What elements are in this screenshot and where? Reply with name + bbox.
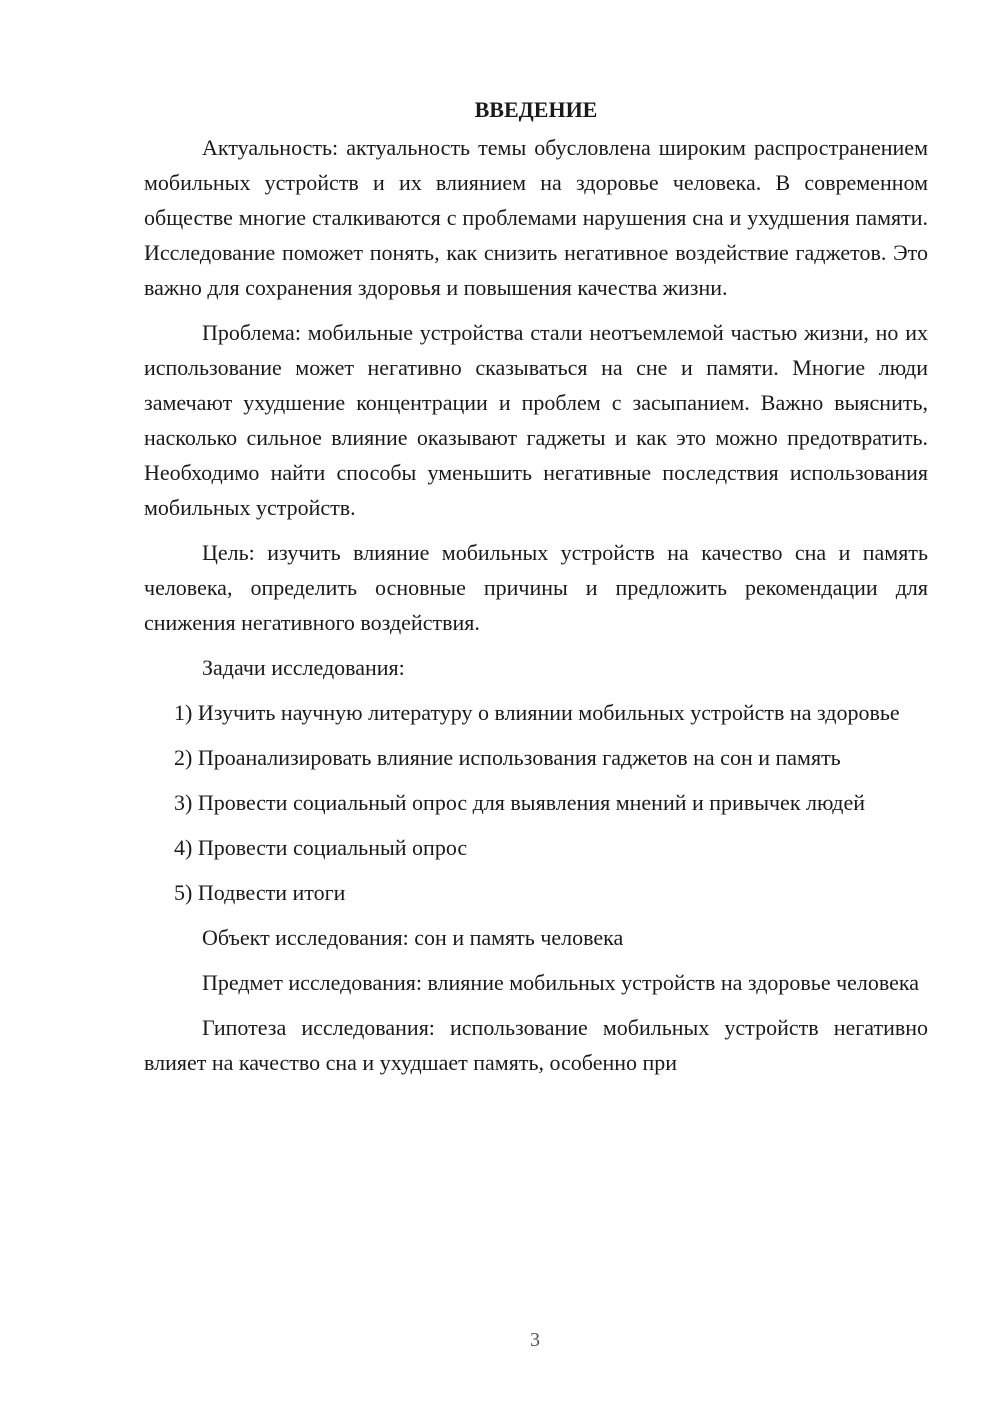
page-number: 3 [530,1329,540,1351]
task-item-3: 3) Провести социальный опрос для выявления мнений и привычек людей [174,790,866,815]
task-item-5: 5) Подвести итоги [174,880,346,905]
task-item-1: 1) Изучить научную литературу о влиянии мобильных устройств на здоровье [174,700,900,725]
paragraph-goal: Цель: изучить влияние мобильных устройств на качество сна и память человека, определить основные причины и предложить рекомендации для снижения негативного воздействия. [144,540,928,635]
paragraph-relevance: Актуальность: актуальность темы обусловлена широким распространением мобильных устройств и их влиянием на здоровье человека. В современном обществе многие сталкиваются с проблемами нарушения сна и ухудшения памяти. Исследование поможет понять, как снизить негативное воздействие гаджетов. Это важно для сохранения здоровья и повышения качества жизни. [144,135,928,300]
paragraph-subject: Предмет исследования: влияние мобильных устройств на здоровье человека [202,970,920,995]
task-item-4: 4) Провести социальный опрос [174,835,468,860]
tasks-heading: Задачи исследования: [202,655,405,680]
paragraph-problem: Проблема: мобильные устройства стали неотъемлемой частью жизни, но их использование может негативно сказываться на сне и памяти. Многие люди замечают ухудшение концентрации и проблем с засыпанием. Важно выяснить, насколько сильное влияние оказывают гаджеты и как это можно предотвратить. Необходимо найти способы уменьшить негативные последствия использования мобильных устройств. [144,320,928,520]
page-body [144,96,928,1080]
paragraph-object: Объект исследования: сон и память человека [202,925,624,950]
paragraph-hypothesis: Гипотеза исследования: использование мобильных устройств негативно влияет на качество сна и ухудшает память, особенно при [144,1015,928,1075]
section-heading: ВВЕДЕНИЕ [474,97,598,122]
task-item-2: 2) Проанализировать влияние использования гаджетов на сон и память [174,745,841,770]
